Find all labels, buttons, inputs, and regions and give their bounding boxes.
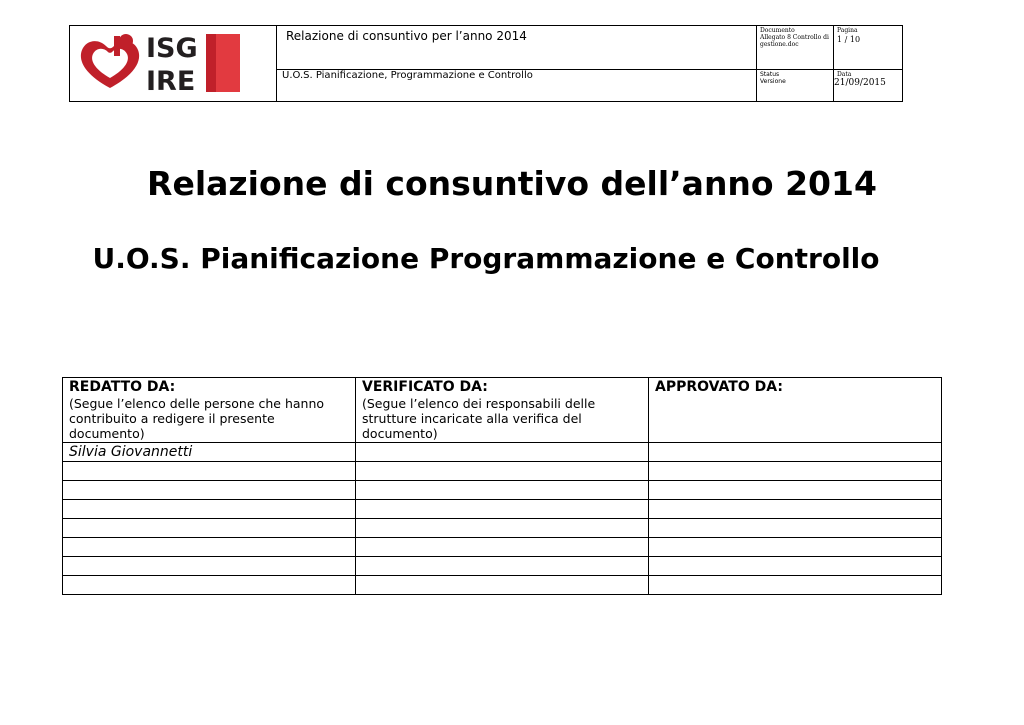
table-cell <box>63 481 356 500</box>
table-cell <box>63 500 356 519</box>
logo-text-line1: ISG <box>146 33 198 64</box>
approval-table <box>62 377 942 595</box>
table-cell <box>356 519 649 538</box>
table-cell <box>649 576 942 595</box>
isg-ire-logo <box>76 30 242 94</box>
table-cell <box>356 462 649 481</box>
table-cell <box>649 538 942 557</box>
table-row <box>63 462 942 481</box>
table-row <box>63 500 942 519</box>
table-row <box>63 519 942 538</box>
verificato-caption: VERIFICATO DA: <box>362 379 488 395</box>
table-cell <box>356 538 649 557</box>
data-label: Data <box>837 71 852 78</box>
approvato-caption: APPROVATO DA: <box>655 379 783 395</box>
documento-value: gestione.doc <box>760 41 799 48</box>
table-cell <box>649 500 942 519</box>
documento-value: Allegato 8 Controllo di <box>760 34 829 41</box>
header-divider <box>276 26 277 101</box>
page-subtitle: U.O.S. Pianificazione Programmazione e Controllo <box>92 242 880 275</box>
pagina-label: Pagina <box>837 27 858 34</box>
verificato-header <box>356 378 649 443</box>
table-cell <box>63 443 356 462</box>
table-cell <box>63 519 356 538</box>
pagina-value: 1 / 10 <box>837 35 861 44</box>
document-header <box>69 25 903 102</box>
table-row <box>63 576 942 595</box>
signer-name: Silvia Giovannetti <box>69 444 193 460</box>
table-cell <box>356 576 649 595</box>
table-cell <box>356 557 649 576</box>
redatto-note: (Segue l’elenco delle persone che hanno contribuito a redigere il presente documento) <box>69 396 325 441</box>
table-row <box>63 557 942 576</box>
table-cell <box>356 443 649 462</box>
table-cell <box>63 462 356 481</box>
table-cell <box>649 462 942 481</box>
table-cell <box>63 557 356 576</box>
table-row <box>63 481 942 500</box>
table-row <box>63 443 942 462</box>
header-divider <box>756 26 757 101</box>
verificato-note: (Segue l’elenco dei responsabili delle strutture incaricate alla verifica del documento) <box>362 396 596 441</box>
table-cell <box>649 519 942 538</box>
logo-text-line2: IRE <box>146 66 196 94</box>
header-subtitle: U.O.S. Pianificazione, Programmazione e Controllo <box>282 70 533 81</box>
table-cell <box>63 538 356 557</box>
table-cell <box>649 443 942 462</box>
table-cell <box>356 500 649 519</box>
table-cell <box>356 481 649 500</box>
versione-label: Versione <box>760 78 786 85</box>
table-cell <box>649 481 942 500</box>
redatto-caption: REDATTO DA: <box>69 379 176 395</box>
data-value: 21/09/2015 <box>834 78 886 88</box>
table-cell <box>649 557 942 576</box>
table-row <box>63 538 942 557</box>
table-cell <box>63 576 356 595</box>
redatto-header <box>63 378 356 443</box>
table-header-row <box>63 378 942 443</box>
page-title: Relazione di consuntivo dell’anno 2014 <box>147 164 877 203</box>
approvato-header <box>649 378 942 443</box>
header-divider <box>833 26 834 101</box>
documento-label: Documento <box>760 27 795 34</box>
header-title: Relazione di consuntivo per l’anno 2014 <box>286 29 527 43</box>
status-label: Status <box>760 71 780 78</box>
